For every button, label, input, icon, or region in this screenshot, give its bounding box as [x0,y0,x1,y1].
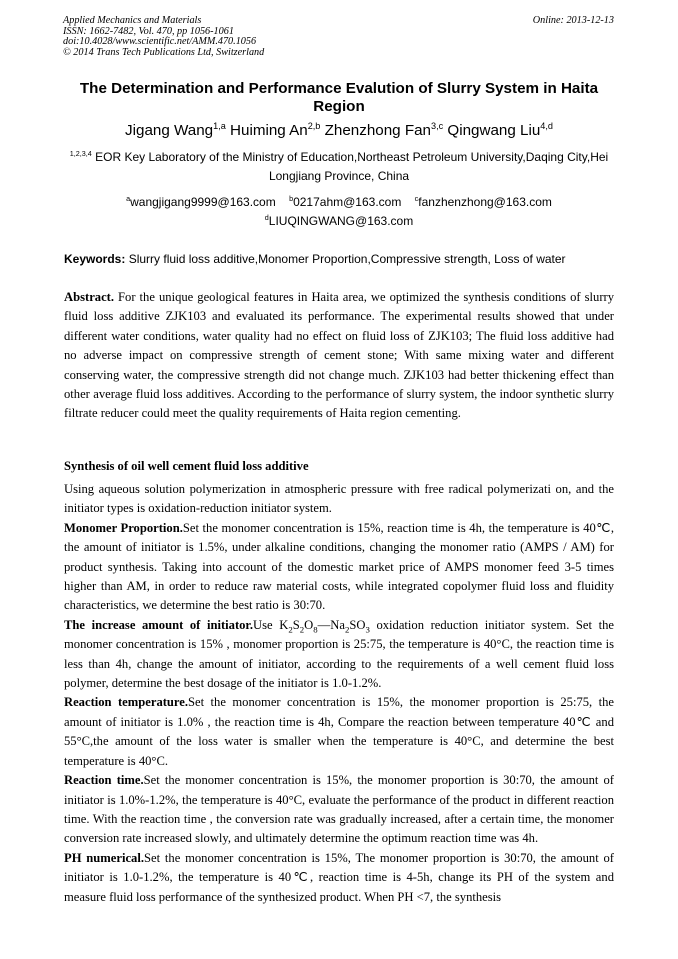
formula-subscript: 2 [299,624,305,635]
email-address[interactable]: LIUQINGWANG@163.com [268,214,414,228]
author-name: Zhenzhong Fan [324,122,431,139]
paragraph-ph-numerical [64,849,614,907]
abstract-text: For the unique geological features in Haita area, we optimized the synthesis conditions of slurry fluid loss additive ZJK103 and evaluated its performance. The experimental results showed that under different water conditions, water quality had no effect on fluid loss of ZJK103; The fluid loss additive had no adverse impact on compressive strength of cement stone; With same mixing water and different conserving water, the compressive strength did not change much. ZJK103 had better thickening effect than other average fluid loss additives. According to the performance of slurry system, the indoor synthetic slurry filtrate reducer could meet the quality requirements of Haita region cementing. [64,290,614,421]
keywords-text: Slurry fluid loss additive,Monomer Proportion,Compressive strength, Loss of water [125,252,566,266]
affiliation-mark: 1,2,3,4 [69,149,92,158]
keywords-label: Keywords: [64,252,126,266]
author-name: Jigang Wang [125,122,214,139]
email-mark: c [414,194,419,203]
email-address[interactable]: 0217ahm@163.com [293,195,402,209]
email-item [289,195,401,209]
journal-header [63,16,264,58]
section-heading: Synthesis of oil well cement fluid loss additive [64,459,309,473]
keywords [64,251,624,267]
paragraph-label: The increase amount of initiator. [64,617,254,632]
paragraph-text: Set the monomer concentration is 15%, the monomer proportion is 25:75, the amount of initiator is 1.0% , the reaction time is 4h, Compare the reaction between temperature 40℃ and 55°C,the amount of the loss water is smaller when the temperature is 40°C, and determine the best temperature is 40°C. [64,695,614,768]
paragraph-text: Set the monomer concentration is 15%, the monomer proportion is 30:70, the amount of initiator is 1.0%-1.2%, the temperature is 40°C, evaluate the performance of the product in different reaction time. With the reaction time , the conversion rate was gradually increased, after a certain time, the monomer conversion rate increased slowly, and ultimately determine the optimum reaction time was 4h. [64,773,614,846]
paragraph-label: PH numerical. [64,850,144,865]
email-address[interactable]: wangjigang9999@163.com [130,195,276,209]
formula-subscript: 2 [288,624,293,635]
email-address[interactable]: fanzhenzhong@163.com [418,195,552,209]
paragraph-text-pre: Use K [253,617,289,632]
paragraph-initiator [64,616,614,694]
formula-element: —Na [317,617,345,632]
author-affil-mark: 4,d [540,120,553,131]
email-item [126,195,276,209]
paragraph-monomer-proportion [64,519,614,616]
author-affil-mark: 2,b [307,120,321,131]
section-intro: Using aqueous solution polymerization in atmospheric pressure with free radical polymerizati on, and the initiator types is oxidation-reduction initiator system. [64,482,614,516]
author-name: Huiming An [230,122,308,139]
paragraph-label: Reaction temperature. [64,695,189,710]
paper-title: The Determination and Performance Evalution of Slurry System in Haita Region [79,80,599,115]
email-mark: d [264,213,269,222]
author-name: Qingwang Liu [447,122,541,139]
online-date: Online: 2013-12-13 [532,15,614,26]
email-list [64,193,614,231]
email-mark: a [126,194,131,203]
issn-line: ISSN: 1662-7482, Vol. 470, pp 1056-1061 [63,25,234,37]
affiliation [64,148,614,186]
paragraph-label: Monomer Proportion. [64,520,183,535]
paragraph-text: Set the monomer concentration is 15%, reaction time is 4h, the temperature is 40℃, the amount of initiator is 1.5%, under alkaline conditions, changing the monomer ratio (AMPS / AM) for product synthesis. Taking into account of the domestic market price of AMPS monomer feed 3-5 times higher than AM, in order to reduce raw material costs, while integrated copolymer fluid loss and fluidity characteristics, we determine the best ratio is 30:70. [64,520,614,613]
paragraph-text: oxidation reduction initiator system. Set the monomer concentration is 15% , monomer proportion is 25:75, the temperature is 40°C, the reaction time is less than 4h, change the amount of initiator, according to the requirements of a well cement fluid loss polymer, determine the best dosage of the initiator is 1.0-1.2%. [64,617,614,691]
abstract [64,288,614,424]
abstract-label: Abstract. [64,290,115,304]
section-body [64,480,614,907]
formula-element: S [292,617,300,632]
email-item [415,195,552,209]
author-affil-mark: 3,c [431,120,444,131]
copyright-line: © 2014 Trans Tech Publications Ltd, Switzerland [63,46,265,58]
email-item [265,214,413,228]
formula-subscript: 2 [344,624,350,635]
formula-subscript: 8 [313,624,318,635]
formula-subscript: 3 [365,624,370,635]
author-affil-mark: 1,a [213,120,226,131]
paragraph-reaction-temperature [64,693,614,771]
journal-name: Applied Mechanics and Materials [63,15,202,26]
paragraph-text: Set the monomer concentration is 15%, The monomer proportion is 30:70, the amount of initiator is 1.0-1.2%, the temperature is 40℃, reaction time is 4-5h, change its PH of the system and measure fluid loss performance of the synthesized product. When PH <7, the synthesis [64,850,614,904]
affiliation-text: EOR Key Laboratory of the Ministry of Education,Northeast Petroleum University,Daqing City,Hei Longjiang Province, China [91,150,609,183]
email-mark: b [289,194,294,203]
formula-element: SO [349,617,366,632]
formula-element: O [304,617,314,632]
doi-line: doi:10.4028/www.scientific.net/AMM.470.1056 [63,36,257,48]
paragraph-reaction-time [64,771,614,849]
paragraph-label: Reaction time. [64,773,144,788]
author-list [64,121,614,141]
